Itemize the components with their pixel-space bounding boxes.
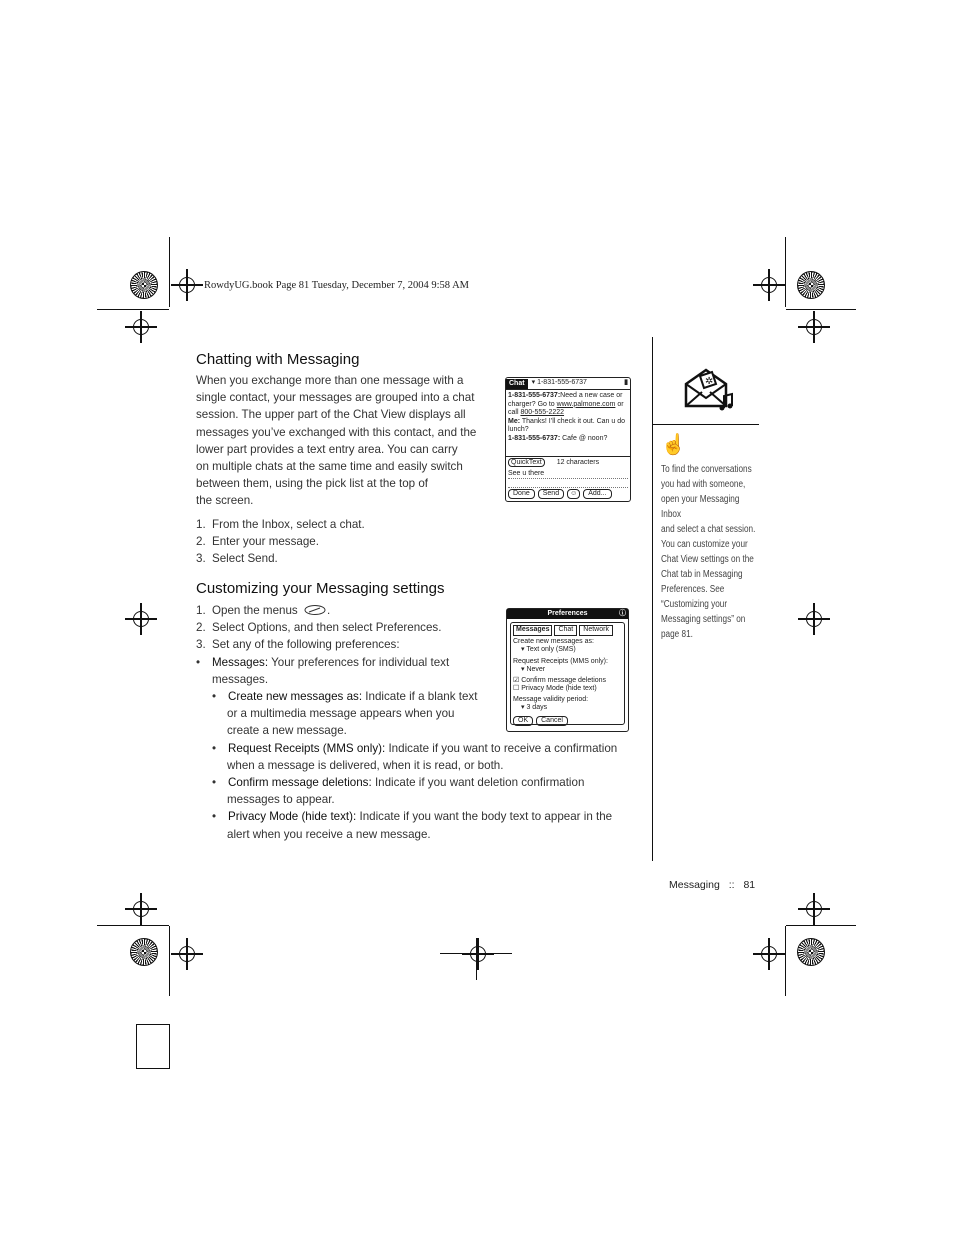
sidebar-divider	[653, 424, 759, 425]
message-entry[interactable]: See u there	[508, 470, 628, 480]
intro-line: between them, using the pick list at the top of	[196, 477, 429, 491]
emoticon-icon[interactable]: ☺	[567, 489, 580, 500]
tab-messages[interactable]: Messages	[513, 625, 552, 636]
registration-mark-icon	[133, 319, 149, 335]
crop-mark	[786, 309, 856, 310]
intro-line: single contact, your messages are grouped into a chat	[196, 391, 475, 405]
color-target-icon	[797, 271, 825, 299]
create-value-select[interactable]: ▾ Text only (SMS)	[521, 646, 576, 653]
sub-bullet-continued: alert when you receive a new message.	[227, 827, 431, 841]
sub-bullet-continued: when a message is delivered, when it is read, or both.	[227, 758, 504, 772]
section-title-chatting: Chatting with Messaging	[196, 351, 360, 368]
sub-bullet: • Create new messages as: Indicate if a blank text	[212, 690, 478, 704]
prefs-title: Preferences	[547, 610, 588, 617]
crop-mark	[786, 925, 856, 926]
messaging-envelope-icon	[682, 364, 738, 414]
sidebar-tip-2: You can customize your Chat View settings on the Chat tab in Messaging Preferences. See “Customizing your Messaging settings” on page 81.	[661, 539, 754, 640]
crop-mark	[169, 237, 170, 307]
registration-mark-icon	[179, 277, 195, 293]
step-item: 2. Select Options, and then select Preferences.	[196, 621, 442, 635]
registration-mark-icon	[133, 611, 149, 627]
svg-text:✲: ✲	[705, 376, 714, 387]
crop-mark	[169, 926, 170, 996]
sub-bullet-continued: create a new message.	[227, 724, 347, 738]
page-number: 81	[743, 879, 756, 891]
print-header: RowdyUG.book Page 81 Tuesday, December 7, 2004 9:58 AM	[204, 280, 470, 291]
color-bar	[136, 1024, 170, 1069]
registration-mark-icon	[761, 946, 777, 962]
page-footer	[669, 879, 755, 891]
color-target-icon	[130, 271, 158, 299]
registration-mark-icon	[806, 901, 822, 917]
registration-mark-icon	[133, 901, 149, 917]
registration-mark-icon	[806, 611, 822, 627]
menu-icon	[303, 604, 327, 616]
tab-network[interactable]: Network	[579, 625, 613, 636]
sub-bullet: • Request Receipts (MMS only): Indicate if you want to receive a confirmation	[212, 741, 618, 755]
chat-view-screenshot: Chat ▾ 1-831-555-6737 ▮ 1-831-555-6737:Need a new case or charger? Go to www.palmone.com or call 800-555-2222 Me: Thanks! I’ll check it out. Can u do lunch? 1-831-555-6737: Cafe @ noon? QuickText 12 characters See u there Done Send ☺ Add...	[505, 377, 631, 502]
dropdown-arrow-icon: ▾	[531, 379, 536, 387]
intro-line: When you exchange more than one message with a	[196, 374, 464, 387]
registration-mark-icon	[761, 277, 777, 293]
sidebar-rule	[652, 337, 653, 861]
receipts-value-select[interactable]: ▾ Never	[521, 666, 546, 673]
bullet-messages: • Messages: Your preferences for individual text	[196, 655, 450, 669]
confirm-checkbox[interactable]: ☑ Confirm message deletions	[513, 676, 607, 684]
sidebar-tip-1: To find the conversations you had with someone, open your Messaging Inbox and select a chat session.	[661, 464, 756, 535]
crop-mark	[476, 938, 477, 980]
done-button[interactable]: Done	[508, 489, 535, 500]
bullet-continued: messages.	[212, 672, 269, 686]
sub-bullet: • Privacy Mode (hide text): Indicate if you want the body text to appear in the	[212, 810, 613, 824]
crop-mark	[97, 925, 169, 926]
section-title-customizing: Customizing your Messaging settings	[196, 580, 445, 597]
create-label: Create new messages as:	[513, 637, 594, 645]
info-icon: ⓘ	[619, 610, 626, 617]
crop-mark	[440, 953, 512, 954]
sub-bullet: • Confirm message deletions: Indicate if you want deletion confirmation	[212, 776, 585, 790]
validity-value-select[interactable]: ▾ 3 days	[521, 704, 548, 711]
tip-hand-icon: ☝	[661, 434, 686, 456]
chat-steps	[196, 516, 365, 568]
chat-contact: 1-831-555-6737	[537, 379, 587, 387]
sub-bullet-continued: messages to appear.	[227, 793, 335, 807]
registration-mark-icon	[179, 946, 195, 962]
preferences-screenshot	[506, 608, 629, 732]
intro-line: messages you’ve exchanged with this contact, and the	[196, 425, 477, 439]
intro-line: lower part provides a text entry area. You can carry	[196, 442, 458, 456]
step-item: 1. Open the menus .	[196, 604, 331, 617]
crop-mark	[97, 309, 169, 310]
chatting-intro	[196, 372, 496, 510]
tab-chat[interactable]: Chat	[554, 625, 577, 636]
send-button[interactable]: Send	[538, 489, 564, 500]
footer-section: Messaging	[669, 879, 720, 891]
color-target-icon	[130, 938, 158, 966]
intro-line: on multiple chats at the same time and easily switch	[196, 460, 463, 474]
color-target-icon	[797, 938, 825, 966]
receipts-label: Request Receipts (MMS only):	[513, 657, 608, 665]
intro-line: session. The upper part of the Chat View displays all	[196, 408, 466, 422]
privacy-checkbox[interactable]: ☐ Privacy Mode (hide text)	[513, 685, 597, 692]
ok-button[interactable]: OK	[513, 716, 533, 727]
validity-label: Message validity period:	[513, 695, 589, 703]
cancel-button[interactable]: Cancel	[536, 716, 568, 727]
registration-mark-icon	[806, 319, 822, 335]
crop-mark	[785, 926, 786, 996]
step-item: 3. Set any of the following preferences:	[196, 638, 400, 652]
registration-mark-icon	[470, 946, 486, 962]
step-item: 1. From the Inbox, select a chat.	[196, 518, 365, 531]
step-item: 2. Enter your message.	[196, 535, 319, 549]
crop-mark	[785, 237, 786, 307]
footer-separator: ::	[728, 879, 735, 891]
step-item: 3. Select Send.	[196, 552, 278, 566]
sub-bullet-continued: or a multimedia message appears when you	[227, 707, 455, 721]
signal-icon: ▮	[624, 379, 628, 387]
chat-tab: Chat	[506, 379, 528, 389]
quicktext-button[interactable]: QuickText	[508, 458, 545, 467]
char-count: 12 characters	[556, 459, 600, 466]
add-button[interactable]: Add...	[583, 489, 611, 500]
intro-line: the screen.	[196, 494, 254, 508]
